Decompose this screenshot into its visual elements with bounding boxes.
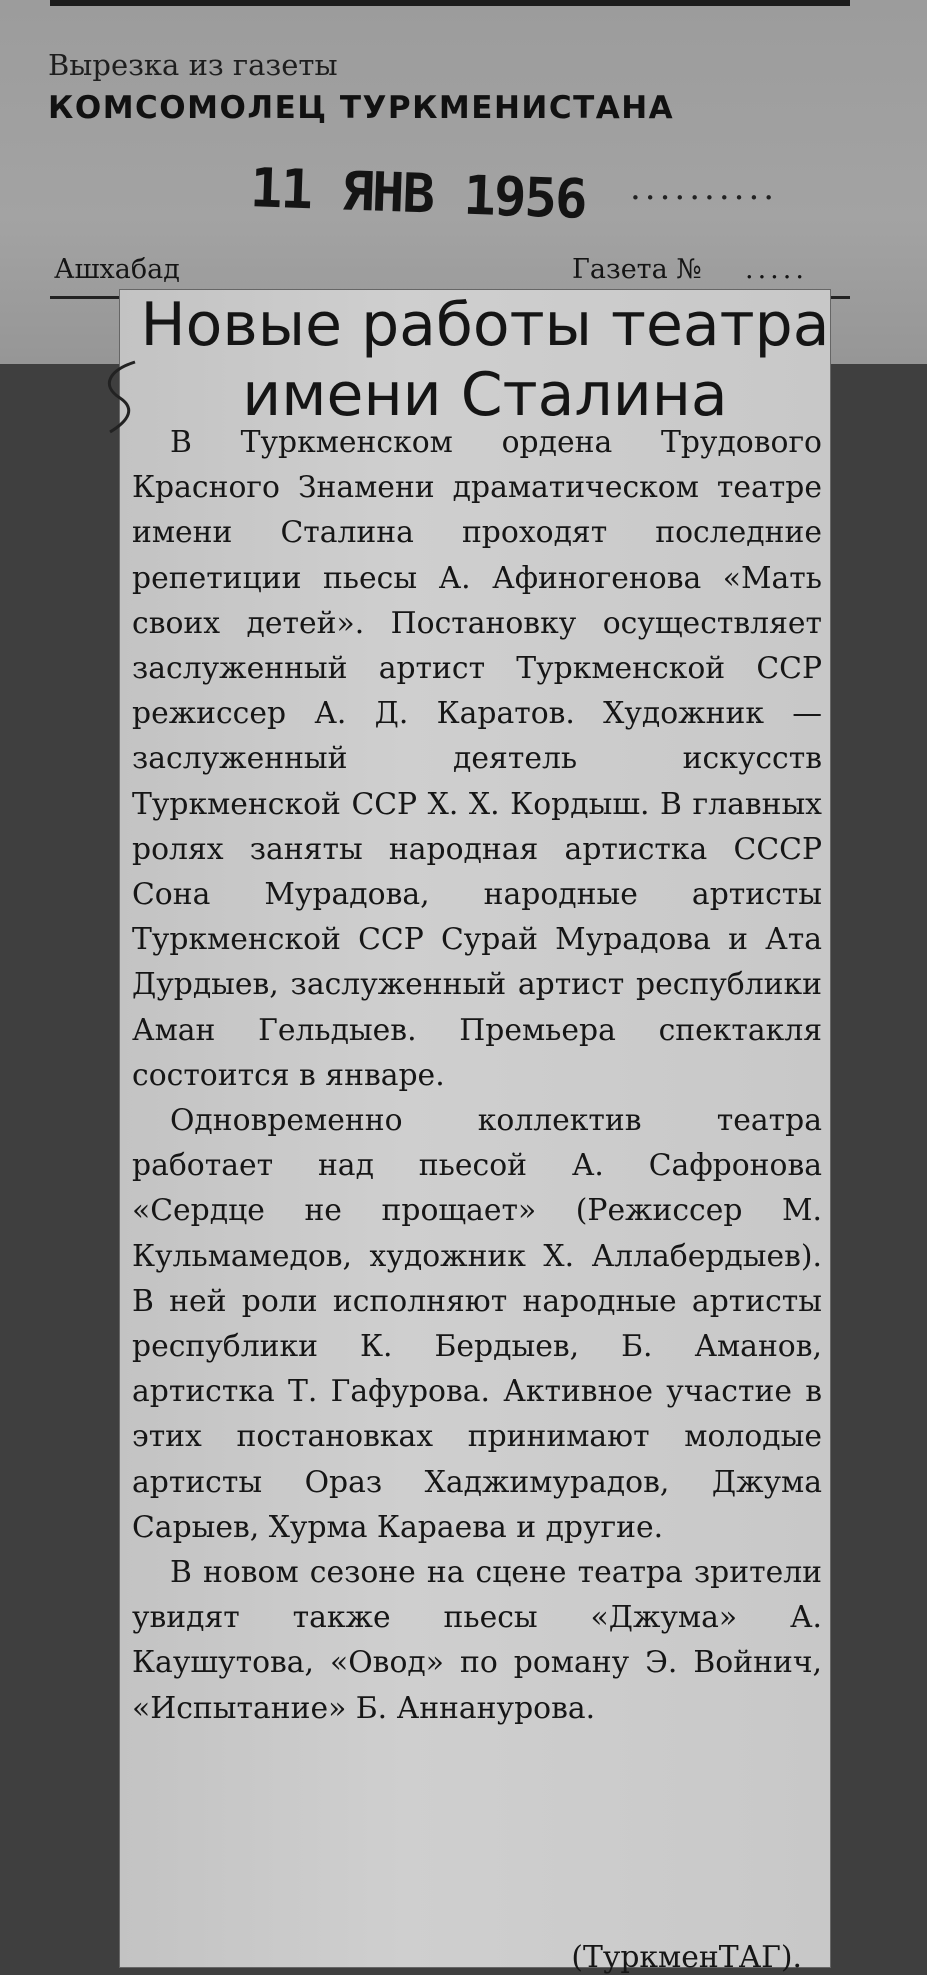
article-paragraph: В Туркменском ордена Трудового Красного Знамени драматическом театре имени Сталина проходят последние репетиции пьесы А. Афиногенова «Мать своих детей». Постановку осуществляет заслуженный артист Туркменской ССР режиссер А. Д. Каратов. Художник — заслуженный деятель искусств Туркменской ССР Х. Х. Кордыш. В главных ролях заняты народная артистка СССР Сона Мурадова, народные артисты Туркменской ССР Сурай Мурадова и Ата Дурдыев, заслуженный артист республики Аман Гельдыев. Премьера спектакля состоится в январе. bbox=[132, 425, 822, 1093]
article-headline bbox=[140, 290, 830, 430]
paper-number-dots: ..... bbox=[745, 254, 808, 285]
cut-line-label: Вырезка из газеты bbox=[48, 48, 338, 82]
article-body bbox=[132, 420, 822, 1731]
article-paragraph: В новом сезоне на сцене театра зрители увидят также пьесы «Джума» А. Каушутова, «Овод» по роману Э. Войнич, «Испытание» Б. Аннанурова. bbox=[132, 1555, 822, 1726]
article-paragraph: Одновременно коллектив театра работает над пьесой А. Сафронова «Сердце не прощает» (Режиссер М. Кульмамедов, художник Х. Аллабердыев). В ней роли исполняют народные артисты республики К. Бердыев, Б. Аманов, артистка Т. Гафурова. Активное участие в этих постановках принимают молодые артисты Ораз Хаджимурадов, Джума Сарыев, Хурма Караева и другие. bbox=[132, 1103, 822, 1545]
headline-line-2: имени Сталина bbox=[242, 360, 728, 430]
newspaper-name: КОМСОМОЛЕЦ ТУРКМЕНИСТАНА bbox=[48, 90, 675, 126]
top-rule bbox=[50, 0, 850, 6]
city-label: Ашхабад bbox=[54, 254, 180, 285]
date-dots: .......... bbox=[630, 168, 779, 208]
paper-number-label: Газета № bbox=[572, 254, 702, 285]
source-credit: (ТуркменТАГ). bbox=[571, 1940, 802, 1975]
newspaper-clipping bbox=[120, 290, 830, 1975]
date-stamp: 11 ЯНВ 1956 bbox=[249, 156, 587, 231]
headline-line-1: Новые работы театра bbox=[140, 290, 830, 360]
